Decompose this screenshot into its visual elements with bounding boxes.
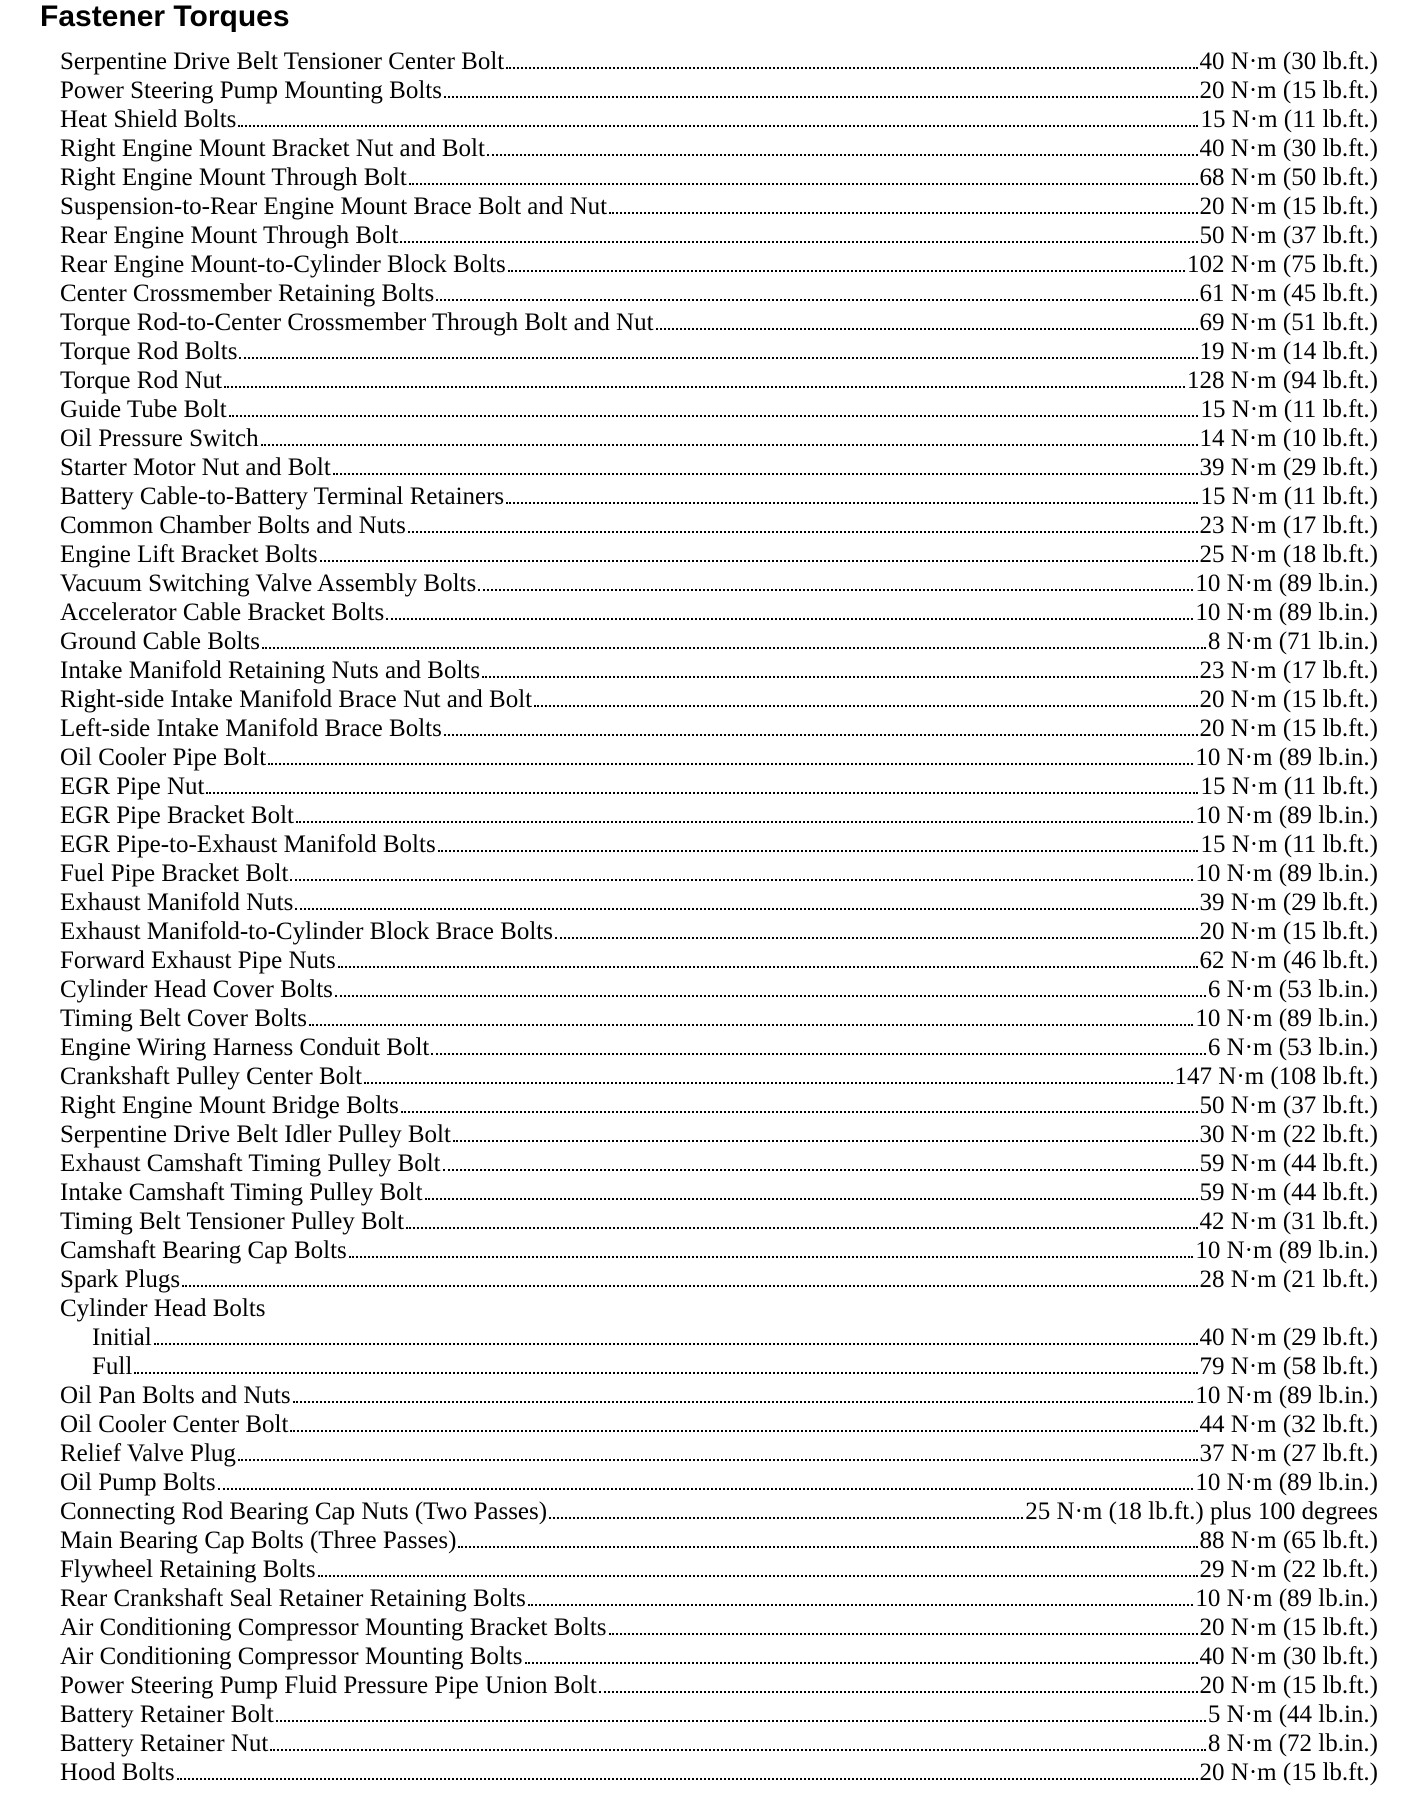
fastener-label: Heat Shield Bolts xyxy=(60,106,237,133)
dot-leader xyxy=(333,473,1198,475)
list-item xyxy=(60,192,1378,221)
dot-leader xyxy=(534,705,1197,707)
fastener-label: Rear Crankshaft Seal Retainer Retaining Bolts xyxy=(60,1585,526,1612)
list-item xyxy=(60,1178,1378,1207)
torque-value: 25 N·m (18 lb.ft.) plus 100 degrees xyxy=(1025,1498,1378,1525)
list-item xyxy=(60,482,1378,511)
dot-leader xyxy=(438,850,1199,852)
fastener-label: Power Steering Pump Mounting Bolts xyxy=(60,77,442,104)
dot-leader xyxy=(268,763,1193,765)
dot-leader xyxy=(296,821,1193,823)
list-item xyxy=(60,1584,1378,1613)
dot-leader xyxy=(400,241,1197,243)
dot-leader xyxy=(182,1285,1197,1287)
list-item xyxy=(60,163,1378,192)
fastener-label: Relief Valve Plug xyxy=(60,1440,236,1467)
list-item xyxy=(60,279,1378,308)
torque-list xyxy=(60,47,1378,1787)
torque-value: 23 N·m (17 lb.ft.) xyxy=(1199,512,1378,539)
fastener-label: Cylinder Head Cover Bolts xyxy=(60,976,333,1003)
list-item xyxy=(60,1004,1378,1033)
fastener-label: Air Conditioning Compressor Mounting Bracket Bolts xyxy=(60,1614,607,1641)
dot-leader xyxy=(444,96,1198,98)
list-item xyxy=(60,1236,1378,1265)
torque-value: 20 N·m (15 lb.ft.) xyxy=(1199,686,1378,713)
list-item xyxy=(60,859,1378,888)
dot-leader xyxy=(425,1198,1198,1200)
dot-leader xyxy=(431,1053,1206,1055)
dot-leader xyxy=(401,1111,1198,1113)
list-item xyxy=(60,1671,1378,1700)
torque-value: 25 N·m (18 lb.ft.) xyxy=(1199,541,1378,568)
dot-leader xyxy=(528,1604,1194,1606)
fastener-label: Main Bearing Cap Bolts (Three Passes) xyxy=(60,1527,457,1554)
list-item xyxy=(60,511,1378,540)
list-item xyxy=(60,656,1378,685)
torque-value: 23 N·m (17 lb.ft.) xyxy=(1199,657,1378,684)
torque-value: 39 N·m (29 lb.ft.) xyxy=(1199,889,1378,916)
dot-leader xyxy=(320,560,1198,562)
torque-value: 10 N·m (89 lb.in.) xyxy=(1195,1005,1378,1032)
fastener-label: Forward Exhaust Pipe Nuts xyxy=(60,947,336,974)
list-item xyxy=(60,221,1378,250)
fastener-label: EGR Pipe Bracket Bolt xyxy=(60,802,294,829)
torque-value: 30 N·m (22 lb.ft.) xyxy=(1199,1121,1378,1148)
dot-leader xyxy=(238,125,1198,127)
dot-leader xyxy=(525,1662,1198,1664)
fastener-label: Oil Pump Bolts xyxy=(60,1469,216,1496)
torque-value: 15 N·m (11 lb.ft.) xyxy=(1200,483,1378,510)
torque-value: 15 N·m (11 lb.ft.) xyxy=(1200,773,1378,800)
torque-value: 8 N·m (71 lb.in.) xyxy=(1207,628,1378,655)
torque-value: 42 N·m (31 lb.ft.) xyxy=(1199,1208,1378,1235)
dot-leader xyxy=(270,1749,1206,1751)
dot-leader xyxy=(609,1633,1198,1635)
fastener-label: Cylinder Head Bolts xyxy=(60,1295,266,1322)
fastener-label: Ground Cable Bolts xyxy=(60,628,260,655)
fastener-label: Power Steering Pump Fluid Pressure Pipe Union Bolt xyxy=(60,1672,597,1699)
fastener-label: Spark Plugs xyxy=(60,1266,181,1293)
fastener-label: Right Engine Mount Through Bolt xyxy=(60,164,407,191)
dot-leader xyxy=(406,1227,1197,1229)
fastener-label: Intake Manifold Retaining Nuts and Bolts xyxy=(60,657,481,684)
fastener-label: Vacuum Switching Valve Assembly Bolts xyxy=(60,570,477,597)
fastener-label: Initial xyxy=(92,1324,152,1351)
list-item xyxy=(60,1613,1378,1642)
torque-value: 10 N·m (89 lb.in.) xyxy=(1195,860,1378,887)
fastener-label: Rear Engine Mount Through Bolt xyxy=(60,222,399,249)
list-item xyxy=(60,540,1378,569)
torque-value: 6 N·m (53 lb.in.) xyxy=(1207,1034,1378,1061)
fastener-label: Guide Tube Bolt xyxy=(60,396,227,423)
dot-leader xyxy=(609,212,1197,214)
torque-value: 40 N·m (30 lb.ft.) xyxy=(1199,48,1378,75)
torque-value: 29 N·m (22 lb.ft.) xyxy=(1199,1556,1378,1583)
fastener-label: Torque Rod Nut xyxy=(60,367,223,394)
dot-leader xyxy=(506,67,1197,69)
fastener-label: EGR Pipe Nut xyxy=(60,773,205,800)
list-item xyxy=(60,743,1378,772)
torque-value: 5 N·m (44 lb.in.) xyxy=(1207,1701,1378,1728)
fastener-label: Fuel Pipe Bracket Bolt xyxy=(60,860,289,887)
fastener-label: Accelerator Cable Bracket Bolts xyxy=(60,599,385,626)
fastener-label: Right-side Intake Manifold Brace Nut and Bolt xyxy=(60,686,533,713)
fastener-label: Left-side Intake Manifold Brace Bolts xyxy=(60,715,442,742)
fastener-label: Oil Cooler Pipe Bolt xyxy=(60,744,267,771)
fastener-label: Right Engine Mount Bridge Bolts xyxy=(60,1092,399,1119)
list-item xyxy=(60,366,1378,395)
list-item xyxy=(60,1091,1378,1120)
list-item xyxy=(60,627,1378,656)
dot-leader xyxy=(335,995,1206,997)
fastener-label: Exhaust Manifold-to-Cylinder Block Brace Bolts xyxy=(60,918,553,945)
torque-value: 10 N·m (89 lb.in.) xyxy=(1195,599,1378,626)
dot-leader xyxy=(409,183,1198,185)
dot-leader xyxy=(154,1343,1198,1345)
list-item xyxy=(60,888,1378,917)
torque-value: 10 N·m (89 lb.in.) xyxy=(1195,802,1378,829)
dot-leader xyxy=(506,502,1198,504)
torque-value: 10 N·m (89 lb.in.) xyxy=(1195,744,1378,771)
list-item xyxy=(60,453,1378,482)
torque-value: 40 N·m (30 lb.ft.) xyxy=(1199,1643,1378,1670)
torque-value: 20 N·m (15 lb.ft.) xyxy=(1199,715,1378,742)
torque-value: 20 N·m (15 lb.ft.) xyxy=(1199,1614,1378,1641)
torque-value: 147 N·m (108 lb.ft.) xyxy=(1174,1063,1378,1090)
sub-list-item xyxy=(60,1323,1378,1352)
list-item xyxy=(60,424,1378,453)
list-item xyxy=(60,1555,1378,1584)
page-title: Fastener Torques xyxy=(40,0,290,33)
list-item xyxy=(60,598,1378,627)
dot-leader xyxy=(290,879,1193,881)
list-item xyxy=(60,975,1378,1004)
dot-leader xyxy=(408,531,1198,533)
dot-leader xyxy=(549,1517,1023,1519)
dot-leader xyxy=(349,1256,1194,1258)
dot-leader xyxy=(555,937,1198,939)
list-item xyxy=(60,1700,1378,1729)
fastener-label: Battery Cable-to-Battery Terminal Retainers xyxy=(60,483,505,510)
torque-value: 20 N·m (15 lb.ft.) xyxy=(1199,1759,1378,1786)
fastener-label: Camshaft Bearing Cap Bolts xyxy=(60,1237,347,1264)
list-item xyxy=(60,1149,1378,1178)
torque-value: 19 N·m (14 lb.ft.) xyxy=(1199,338,1378,365)
list-item xyxy=(60,1410,1378,1439)
torque-value: 20 N·m (15 lb.ft.) xyxy=(1199,1672,1378,1699)
list-item xyxy=(60,1381,1378,1410)
torque-value: 50 N·m (37 lb.ft.) xyxy=(1199,222,1378,249)
dot-leader xyxy=(238,1459,1198,1461)
list-item xyxy=(60,1439,1378,1468)
dot-leader xyxy=(478,589,1193,591)
torque-value: 59 N·m (44 lb.ft.) xyxy=(1199,1150,1378,1177)
torque-value: 50 N·m (37 lb.ft.) xyxy=(1199,1092,1378,1119)
dot-leader xyxy=(309,1024,1193,1026)
dot-leader xyxy=(218,1488,1194,1490)
list-item xyxy=(60,1033,1378,1062)
list-item xyxy=(60,1120,1378,1149)
list-item xyxy=(60,772,1378,801)
list-item xyxy=(60,1207,1378,1236)
fastener-label: Engine Wiring Harness Conduit Bolt xyxy=(60,1034,430,1061)
fastener-label: EGR Pipe-to-Exhaust Manifold Bolts xyxy=(60,831,436,858)
dot-leader xyxy=(656,328,1198,330)
fastener-label: Oil Pressure Switch xyxy=(60,425,259,452)
dot-leader xyxy=(338,966,1198,968)
torque-value: 10 N·m (89 lb.in.) xyxy=(1195,1469,1378,1496)
dot-leader xyxy=(487,154,1198,156)
torque-value: 128 N·m (94 lb.ft.) xyxy=(1187,367,1378,394)
dot-leader xyxy=(262,647,1206,649)
torque-value: 40 N·m (29 lb.ft.) xyxy=(1199,1324,1378,1351)
dot-leader xyxy=(508,270,1185,272)
fastener-label: Connecting Rod Bearing Cap Nuts (Two Passes) xyxy=(60,1498,548,1525)
fastener-label: Full xyxy=(92,1353,133,1380)
fastener-label: Rear Engine Mount-to-Cylinder Block Bolts xyxy=(60,251,506,278)
fastener-label: Torque Rod-to-Center Crossmember Through Bolt and Nut xyxy=(60,309,654,336)
dot-leader xyxy=(453,1140,1198,1142)
list-item xyxy=(60,1265,1378,1294)
fastener-label: Exhaust Manifold Nuts xyxy=(60,889,294,916)
list-item xyxy=(60,569,1378,598)
list-item xyxy=(60,714,1378,743)
dot-leader xyxy=(239,357,1197,359)
dot-leader xyxy=(599,1691,1198,1693)
torque-value: 102 N·m (75 lb.ft.) xyxy=(1187,251,1378,278)
torque-value: 62 N·m (46 lb.ft.) xyxy=(1199,947,1378,974)
list-item xyxy=(60,105,1378,134)
dot-leader xyxy=(386,618,1193,620)
dot-leader xyxy=(482,676,1197,678)
torque-value: 28 N·m (21 lb.ft.) xyxy=(1199,1266,1378,1293)
list-item xyxy=(60,395,1378,424)
dot-leader xyxy=(444,734,1198,736)
torque-value: 8 N·m (72 lb.in.) xyxy=(1207,1730,1378,1757)
torque-value: 10 N·m (89 lb.in.) xyxy=(1195,1237,1378,1264)
list-item xyxy=(60,1642,1378,1671)
torque-value: 44 N·m (32 lb.ft.) xyxy=(1199,1411,1378,1438)
list-item xyxy=(60,946,1378,975)
fastener-label: Exhaust Camshaft Timing Pulley Bolt xyxy=(60,1150,441,1177)
fastener-label: Battery Retainer Nut xyxy=(60,1730,269,1757)
fastener-label: Serpentine Drive Belt Idler Pulley Bolt xyxy=(60,1121,451,1148)
fastener-label: Right Engine Mount Bracket Nut and Bolt xyxy=(60,135,485,162)
fastener-label: Engine Lift Bracket Bolts xyxy=(60,541,318,568)
dot-leader xyxy=(229,415,1199,417)
dot-leader xyxy=(206,792,1198,794)
fastener-label: Flywheel Retaining Bolts xyxy=(60,1556,316,1583)
list-item xyxy=(60,337,1378,366)
fastener-label: Hood Bolts xyxy=(60,1759,175,1786)
torque-value: 20 N·m (15 lb.ft.) xyxy=(1199,918,1378,945)
list-item xyxy=(60,917,1378,946)
torque-value: 69 N·m (51 lb.ft.) xyxy=(1199,309,1378,336)
sub-list-item xyxy=(60,1352,1378,1381)
fastener-label: Battery Retainer Bolt xyxy=(60,1701,274,1728)
torque-value: 59 N·m (44 lb.ft.) xyxy=(1199,1179,1378,1206)
dot-leader xyxy=(458,1546,1197,1548)
fastener-label: Air Conditioning Compressor Mounting Bolts xyxy=(60,1643,523,1670)
torque-value: 61 N·m (45 lb.ft.) xyxy=(1199,280,1378,307)
fastener-label: Timing Belt Tensioner Pulley Bolt xyxy=(60,1208,405,1235)
torque-value: 79 N·m (58 lb.ft.) xyxy=(1199,1353,1378,1380)
torque-value: 14 N·m (10 lb.ft.) xyxy=(1199,425,1378,452)
torque-value: 15 N·m (11 lb.ft.) xyxy=(1200,396,1378,423)
fastener-label: Timing Belt Cover Bolts xyxy=(60,1005,308,1032)
dot-leader xyxy=(295,908,1197,910)
fastener-label: Center Crossmember Retaining Bolts xyxy=(60,280,435,307)
fastener-label: Starter Motor Nut and Bolt xyxy=(60,454,331,481)
section-heading xyxy=(60,1294,1378,1323)
torque-value: 88 N·m (65 lb.ft.) xyxy=(1199,1527,1378,1554)
list-item xyxy=(60,685,1378,714)
list-item xyxy=(60,1497,1378,1526)
fastener-label: Intake Camshaft Timing Pulley Bolt xyxy=(60,1179,423,1206)
fastener-label: Oil Pan Bolts and Nuts xyxy=(60,1382,291,1409)
fastener-label: Suspension-to-Rear Engine Mount Brace Bolt and Nut xyxy=(60,193,608,220)
torque-value: 10 N·m (89 lb.in.) xyxy=(1195,570,1378,597)
list-item xyxy=(60,308,1378,337)
dot-leader xyxy=(261,444,1198,446)
dot-leader xyxy=(293,1401,1194,1403)
dot-leader xyxy=(318,1575,1198,1577)
fastener-label: Common Chamber Bolts and Nuts xyxy=(60,512,406,539)
dot-leader xyxy=(177,1778,1198,1780)
list-item xyxy=(60,1758,1378,1787)
dot-leader xyxy=(290,1430,1197,1432)
fastener-label: Crankshaft Pulley Center Bolt xyxy=(60,1063,363,1090)
list-item xyxy=(60,134,1378,163)
dot-leader xyxy=(443,1169,1198,1171)
torque-value: 15 N·m (11 lb.ft.) xyxy=(1200,106,1378,133)
list-item xyxy=(60,47,1378,76)
torque-value: 40 N·m (30 lb.ft.) xyxy=(1199,135,1378,162)
list-item xyxy=(60,1526,1378,1555)
dot-leader xyxy=(276,1720,1206,1722)
torque-value: 20 N·m (15 lb.ft.) xyxy=(1199,193,1378,220)
torque-value: 20 N·m (15 lb.ft.) xyxy=(1199,77,1378,104)
list-item xyxy=(60,250,1378,279)
torque-value: 10 N·m (89 lb.in.) xyxy=(1195,1382,1378,1409)
dot-leader xyxy=(364,1082,1173,1084)
torque-value: 6 N·m (53 lb.in.) xyxy=(1207,976,1378,1003)
dot-leader xyxy=(224,386,1185,388)
list-item xyxy=(60,1729,1378,1758)
torque-value: 68 N·m (50 lb.ft.) xyxy=(1199,164,1378,191)
torque-value: 37 N·m (27 lb.ft.) xyxy=(1199,1440,1378,1467)
torque-value: 10 N·m (89 lb.in.) xyxy=(1195,1585,1378,1612)
list-item xyxy=(60,76,1378,105)
dot-leader xyxy=(436,299,1197,301)
list-item xyxy=(60,1468,1378,1497)
list-item xyxy=(60,830,1378,859)
fastener-label: Oil Cooler Center Bolt xyxy=(60,1411,289,1438)
dot-leader xyxy=(134,1372,1197,1374)
torque-value: 15 N·m (11 lb.ft.) xyxy=(1200,831,1378,858)
list-item xyxy=(60,801,1378,830)
fastener-label: Torque Rod Bolts xyxy=(60,338,238,365)
torque-value: 39 N·m (29 lb.ft.) xyxy=(1199,454,1378,481)
fastener-label: Serpentine Drive Belt Tensioner Center Bolt xyxy=(60,48,505,75)
list-item xyxy=(60,1062,1378,1091)
